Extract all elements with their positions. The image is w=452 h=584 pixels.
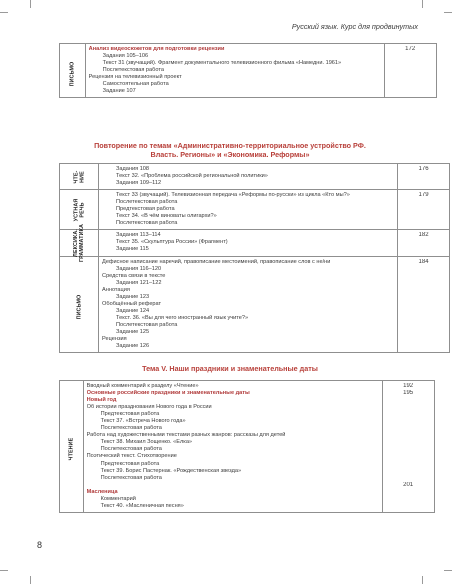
page-ref [386,404,431,411]
curriculum-table-2 [59,163,450,353]
content-line: Текст 31 (звучащий). Фрагмент документального телевизионного фильма «Намедни. 1961» [102,60,342,67]
content-line: Поэтический текст. Стихотворение [86,453,177,460]
page-ref-cell [398,256,450,353]
content-line: Задание 123 [116,293,150,300]
content-line: Послетекстовая работа [116,199,178,206]
content-line: Текст 38. Михаил Зощенко. «Ёлка» [100,439,193,446]
content-line: Послетекстовая работа [116,220,178,227]
table-row [60,230,450,256]
curriculum-table-1 [59,43,437,98]
content-line: Послетекстовая работа [100,425,162,432]
page-ref [386,439,431,446]
content-line: Масленица [86,488,118,495]
content-line: Новый год [86,397,117,404]
page-ref [386,418,431,425]
content-line: Текст 39. Борис Пастернак. «Рождественская звезда» [100,467,242,474]
content-line: Послетекстовая работа [100,474,162,481]
page-ref [386,446,431,453]
section-title-line: Тема V. Наши праздники и знаменательные даты [142,364,318,373]
table-row [60,164,450,190]
content-line: Предтекстовая работа [116,206,175,213]
page-ref [386,461,431,468]
content-line: Самостоятельная работа [102,81,169,88]
content-line: Задания 116–120 [116,265,162,272]
content-line: Текст 33 (звучащий). Телевизионная передача «Реформы по-русски» из цикла «Кто мы?» [116,192,350,199]
content-line: Вводный комментарий к разделу «Чтение» [86,383,199,389]
page-ref [386,475,431,482]
skill-label-cell [60,256,99,353]
skill-label-cell [60,44,86,98]
page-ref: 184 [418,258,429,265]
crop-mark [422,0,423,8]
content-cell [99,256,398,353]
page-ref: 201 [403,481,414,488]
content-line: Задание 107 [102,88,136,95]
content-line: Послетекстовая работа [102,67,164,74]
crop-mark [30,0,31,8]
content-line: Об истории празднования Нового года в России [86,404,212,411]
crop-mark [444,570,452,571]
content-cell [99,164,398,190]
page-ref: 179 [418,192,429,199]
content-line: Текст 40. «Масленичная песня» [100,502,184,509]
content-line: Предтекстовая работа [100,411,160,418]
content-line: Задания 109–112 [116,180,162,187]
page-ref [386,453,431,460]
content-line: Задание 126 [116,343,150,350]
page-ref: 172 [405,46,416,52]
page-number: 8 [37,540,43,550]
content-line: Работа над художественными текстами разных жанров: рассказы для детей [86,432,286,439]
content-line: Предтекстовая работа [100,460,160,467]
content-line: Задание 124 [116,307,150,314]
skill-label: ЧТЕ- НИЕ [73,170,86,183]
content-line: Комментарий [100,495,136,502]
content-line: Задания 108 [116,166,150,172]
skill-label-cell [60,381,84,513]
crop-mark [422,576,423,584]
page-ref [386,425,431,432]
page-ref: 195 [403,390,414,397]
crop-mark [444,12,452,13]
skill-label: УСТНАЯ РЕЧЬ [73,198,86,222]
table-row [60,44,437,98]
content-cell [99,190,398,230]
content-cell [83,381,382,513]
running-head: Русский язык. Курс для продвинутых [291,22,418,31]
table-row [60,256,450,353]
content-line: Дефисное написание наречий, правописание местоимений, правописание слов с не/ни [102,258,331,265]
page-ref-cell [398,230,450,256]
page-ref [386,468,431,475]
content-line: Текст 34. «В чём виноваты олигархи?» [116,213,217,220]
skill-label: ЧТЕНИЕ [68,438,75,461]
content-cell [85,44,384,98]
page-ref: 182 [418,232,429,239]
content-line: Основные российские праздники и знаменательные даты [86,390,250,397]
content-line: Задание 125 [116,328,150,335]
page-ref [386,397,431,404]
page-ref: 176 [418,166,429,172]
section-title-line: Власть. Регионы» и «Экономика. Реформы» [150,150,310,159]
content-line: Рецензия [102,336,127,343]
content-line: Текст 35. «Скульптура России» (Фрагмент) [116,239,228,246]
page-ref [386,432,431,439]
crop-mark [30,576,31,584]
content-line: Послетекстовая работа [116,321,178,328]
page-ref [386,411,431,418]
page-ref-cell [384,44,436,98]
content-line: Задания 121–122 [116,279,162,286]
crop-mark [0,570,8,571]
content-line: Послетекстовая работа [100,446,162,453]
content-line: Аннотация [102,286,130,293]
content-line: Текст 37. «Встреча Нового года» [100,418,186,425]
content-line [87,482,379,489]
content-line: Текст 32. «Проблема российской региональной политики» [116,173,268,180]
page-ref-cell [382,381,434,513]
table-row [60,381,435,513]
section-title-theme-5 [80,364,380,373]
curriculum-table-3 [59,380,435,513]
content-line: Анализ видеосюжетов для подготовки рецензии [88,46,225,52]
skill-label: ЛЕКСИКА. ГРАММАТИКА [73,223,86,262]
crop-mark [0,12,8,13]
skill-label-cell [60,164,99,190]
content-line: Рецензия на телевизионный проект [88,74,182,81]
skill-label: ПИСЬМО [69,61,76,86]
content-line: Задания 113–114 [116,232,161,239]
content-line: Текст. 36. «Вы для чего иностранный язык учите?» [116,314,249,321]
content-line: Обобщённый реферат [102,300,162,307]
page-ref: 192 [403,383,414,389]
content-line: Задание 115 [116,246,149,253]
skill-label: ПИСЬМО [76,294,83,320]
section-title-review [80,141,380,159]
content-line: Задания 105–106 [102,53,149,60]
page-ref-cell [398,190,450,230]
content-line: Средства связи в тексте [102,272,166,279]
skill-label-cell [60,223,99,262]
page-ref-cell [398,164,450,190]
content-cell [99,230,398,256]
section-title-line: Повторение по темам «Административно-территориальное устройство РФ. [94,141,366,150]
table-row [60,190,450,230]
